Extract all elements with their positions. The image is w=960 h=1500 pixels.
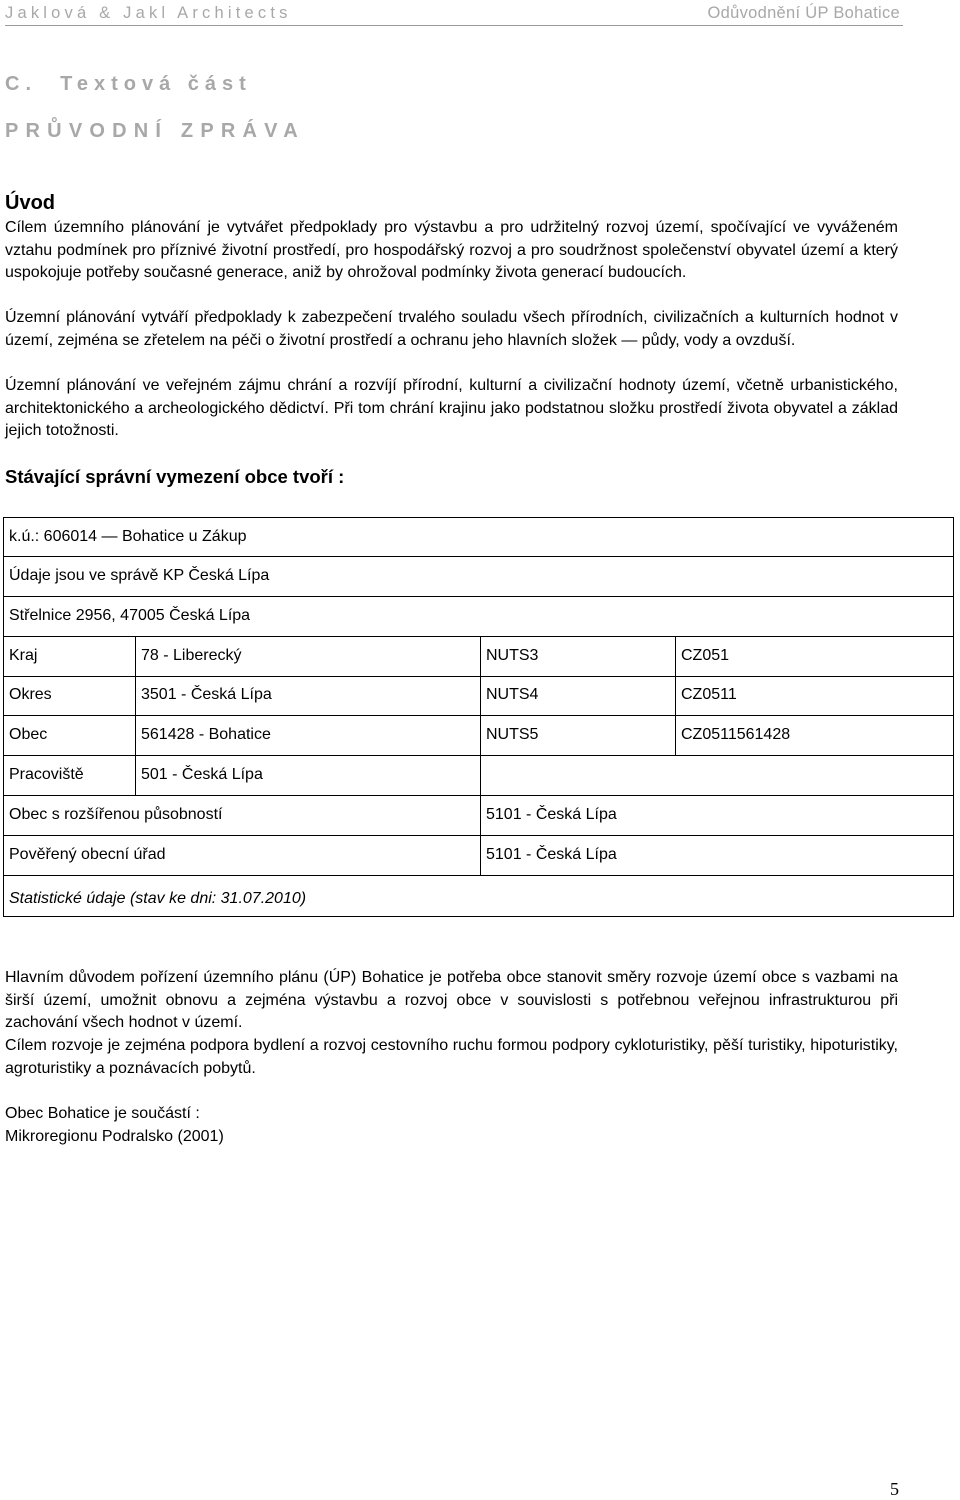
pou-label: Pověřený obecní úřad bbox=[9, 846, 166, 863]
reasons-paragraph-1: Hlavním důvodem pořízení územního plánu (ÚP) Bohatice je potřeba obce stanovit směry rozvoje území obce s vazbami na širší území, umožnit obnovu a zejména výstavbu a rozvoj obce v souvislosti s potřebnou veřejnou infrastrukturou při zachování všech hodnot v území. bbox=[5, 969, 898, 1031]
row-code: CZ051 bbox=[681, 647, 730, 664]
stats-note: Statistické údaje (stav ke dni: 31.07.2010) bbox=[9, 890, 307, 907]
admin-heading: Stávající správní vymezení obce tvoří : bbox=[5, 466, 345, 487]
section-label: C. Textová část bbox=[5, 73, 252, 95]
intro-paragraph-1: Cílem územního plánování je vytvářet předpoklady pro výstavbu a pro udržitelný rozvoj území, spočívající ve vyváženém vztahu podmínek pro příznivé životní prostředí, pro hospodářský rozvoj a pro soudržnost společenství obyvatel území a který uspokojuje potřeby současné generace, aniž by ohrožoval podmínky života generací budoucích. bbox=[5, 219, 898, 281]
row-nuts: NUTS4 bbox=[486, 686, 539, 703]
pou-value: 5101 - Česká Lípa bbox=[486, 846, 617, 863]
document-title: Odůvodnění ÚP Bohatice bbox=[707, 4, 900, 22]
admin-table bbox=[3, 517, 954, 917]
intro-paragraph-2: Územní plánování vytváří předpoklady k zabezpečení trvalého souladu všech přírodních, civilizačních a kulturních hodnot v území, zejména se zřetelem na péči o životní prostředí a ochranu jeho hlavních složek — půdy, vody a ovzduší. bbox=[5, 309, 898, 349]
row-value: 501 - Česká Lípa bbox=[141, 766, 263, 783]
row-label: Okres bbox=[9, 686, 52, 703]
page-header bbox=[5, 0, 903, 26]
cadastral-area: k.ú.: 606014 — Bohatice u Zákup bbox=[9, 528, 247, 545]
page-number: 5 bbox=[890, 1479, 899, 1499]
microregion: Mikroregionu Podralsko (2001) bbox=[5, 1128, 224, 1145]
row-value: 3501 - Česká Lípa bbox=[141, 686, 272, 703]
row-nuts: NUTS5 bbox=[486, 726, 539, 743]
row-label: Pracoviště bbox=[9, 766, 84, 783]
row-nuts: NUTS3 bbox=[486, 647, 539, 664]
row-value: 561428 - Bohatice bbox=[141, 726, 271, 743]
firm-name: Jaklová & Jakl Architects bbox=[5, 4, 292, 22]
membership-intro: Obec Bohatice je součástí : bbox=[5, 1105, 200, 1122]
orp-label: Obec s rozšířenou působností bbox=[9, 806, 223, 823]
intro-paragraph-3: Územní plánování ve veřejném zájmu chrání a rozvíjí přírodní, kulturní a civilizační hodnoty území, včetně urbanistického, architektonického a archeologického dědictví. Při tom chrání krajinu jako podstatnou složku prostředí života obyvatel a základ jejich totožnosti. bbox=[5, 377, 898, 439]
orp-value: 5101 - Česká Lípa bbox=[486, 806, 617, 823]
intro-heading: Úvod bbox=[5, 192, 55, 214]
row-label: Kraj bbox=[9, 647, 38, 664]
office-address: Střelnice 2956, 47005 Česká Lípa bbox=[9, 607, 251, 624]
row-code: CZ0511561428 bbox=[681, 726, 791, 743]
row-label: Obec bbox=[9, 726, 48, 743]
row-code: CZ0511 bbox=[681, 686, 737, 703]
report-title: PRŮVODNÍ ZPRÁVA bbox=[5, 120, 305, 142]
row-value: 78 - Liberecký bbox=[141, 647, 242, 664]
records-office: Údaje jsou ve správě KP Česká Lípa bbox=[9, 567, 270, 584]
reasons-paragraph-2: Cílem rozvoje je zejména podpora bydlení a rozvoj cestovního ruchu formou podpory cykloturistiky, pěší turistiky, hipoturistiky, agroturistiky a poznávacích pobytů. bbox=[5, 1037, 898, 1077]
